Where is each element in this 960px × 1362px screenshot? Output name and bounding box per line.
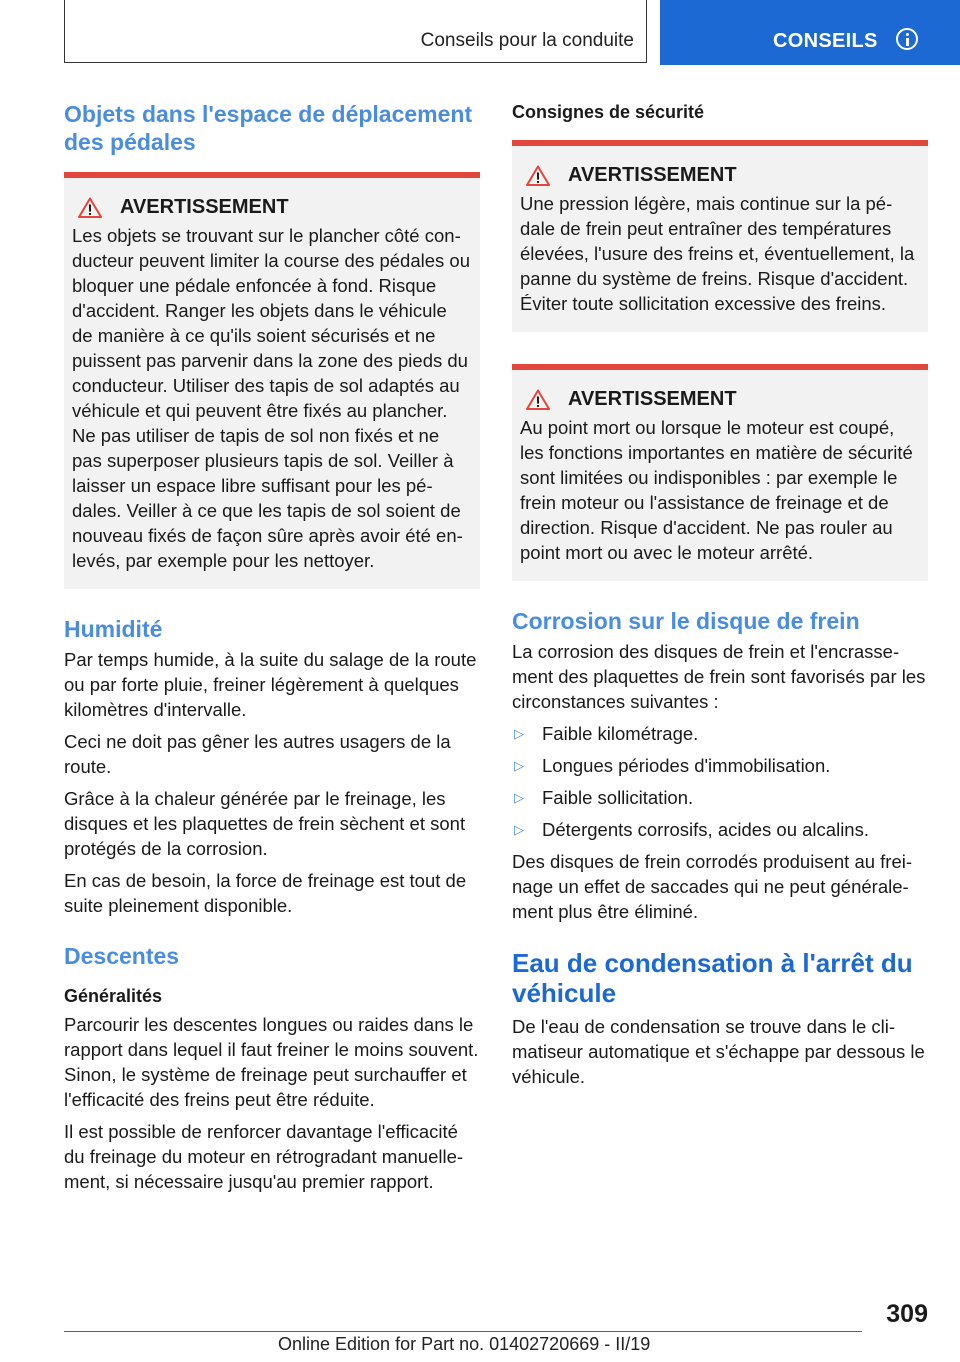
warning-triangle-icon: [78, 197, 102, 218]
warning-title-row: [520, 164, 920, 187]
footer-edition: Online Edition for Part no. 01402720669 - II/19: [278, 1334, 651, 1354]
subheading-safety: Consignes de sécurité: [512, 102, 705, 122]
heading-pedal-objects: Objets dans l'espace de déplacement des pédales: [64, 101, 473, 155]
paragraph: Grâce à la chaleur générée par le freinage, les disques et les plaquettes de frein sèchent et sont protégés de la corrosion.: [64, 788, 466, 859]
header-section-box: [64, 0, 647, 63]
paragraph: De l'eau de condensation se trouve dans le climatiseur automatique et s'échappe par dessous le véhicule.: [512, 1016, 925, 1087]
list-item-text: Détergents corrosifs, acides ou alcalins.: [542, 819, 869, 840]
warning-box-pedals: [64, 172, 480, 589]
left-column: [64, 100, 480, 1201]
warning-text: Au point mort ou lorsque le moteur est coupé, les fonctions importantes en matière de sécurité sont limitées ou indisponibles : par exemple le frein moteur ou l'assistance de freinage et de direction. Risque d'accident. Ne pas rouler au point mort ou avec le moteur arrêté.: [520, 417, 913, 563]
subheading-general: Généralités: [64, 986, 163, 1006]
list-item: [512, 753, 928, 778]
header-section-title: Conseils pour la conduite: [420, 30, 634, 51]
corrosion-list: [512, 721, 928, 842]
right-column: [512, 100, 928, 1096]
warning-title: AVERTISSEMENT: [568, 164, 737, 186]
paragraph: La corrosion des disques de frein et l'encrassement des plaquettes de frein sont favorisés par les circonstances suivantes :: [512, 641, 926, 712]
triangle-bullet-icon: ▷: [514, 758, 524, 773]
list-item: [512, 721, 928, 746]
triangle-bullet-icon: ▷: [514, 726, 524, 741]
paragraph: En cas de besoin, la force de freinage est tout de suite pleinement disponible.: [64, 870, 467, 916]
warning-triangle-icon: [526, 389, 550, 410]
heading-corrosion: Corrosion sur le disque de frein: [512, 608, 860, 634]
warning-title-row: [520, 388, 920, 411]
warning-box-neutral: [512, 364, 928, 581]
warning-title: AVERTISSEMENT: [568, 388, 737, 410]
header-chapter-tab[interactable]: [660, 0, 960, 65]
header-chapter-title: CONSEILS: [773, 30, 878, 52]
warning-text: Les objets se trouvant sur le plancher côté conducteur peuvent limiter la course des pédales ou bloquer une pédale enfoncée à fond. Risque d'accident. Ranger les objets dans le véhicule de manière à ce qu'ils soient sécurisés et ne puissent pas parvenir dans la zone des pieds du conducteur. Utiliser des tapis de sol adaptés au véhicule et qui peuvent être fixés au plancher. Ne pas utiliser de tapis de sol non fixés et ne pas superposer plusieurs tapis de sol. Veiller à laisser un espace libre suffisant pour les pédales. Veiller à ce que les tapis de sol soient de nouveau fixés de façon sûre après avoir été enlevés, par exemple pour les nettoyer.: [72, 225, 470, 571]
list-item-text: Faible kilométrage.: [542, 723, 699, 744]
list-item-text: Faible sollicitation.: [542, 787, 694, 808]
list-item-text: Longues périodes d'immobilisation.: [542, 755, 831, 776]
heading-condensation: Eau de condensation à l'arrêt du véhicule: [512, 948, 913, 1008]
paragraph: Des disques de frein corrodés produisent au freinage un effet de saccades qui ne peut généralement plus être éliminé.: [512, 851, 913, 922]
warning-title-row: [72, 196, 472, 219]
heading-descents: Descentes: [64, 943, 180, 969]
warning-text: Une pression légère, mais continue sur la pédale de frein peut entraîner des températures élevées, l'usure des freins et, éventuellement, la panne du système de freins. Risque d'accident. Éviter toute sollicitation excessive des freins.: [520, 193, 915, 314]
warning-triangle-icon: [526, 165, 550, 186]
triangle-bullet-icon: ▷: [514, 822, 524, 837]
heading-humidity: Humidité: [64, 616, 163, 642]
info-icon: [896, 28, 918, 50]
warning-box-brake-pressure: [512, 140, 928, 332]
paragraph: Par temps humide, à la suite du salage de la route ou par forte pluie, freiner légèrement à quelques kilomètres d'intervalle.: [64, 649, 477, 720]
page-number: 309: [886, 1300, 928, 1328]
warning-title: AVERTISSEMENT: [120, 196, 289, 218]
paragraph: Parcourir les descentes longues ou raides dans le rapport dans lequel il faut freiner le moins souvent. Sinon, le système de freinage peut surchauffer et l'efficacité des freins peut être réduite.: [64, 1014, 479, 1110]
paragraph: Ceci ne doit pas gêner les autres usagers de la route.: [64, 731, 451, 777]
footer-divider: [64, 1331, 862, 1332]
triangle-bullet-icon: ▷: [514, 790, 524, 805]
paragraph: Il est possible de renforcer davantage l'efficacité du freinage du moteur en rétrogradant manuellement, si nécessaire jusqu'au premier rapport.: [64, 1121, 464, 1192]
list-item: [512, 817, 928, 842]
list-item: [512, 785, 928, 810]
